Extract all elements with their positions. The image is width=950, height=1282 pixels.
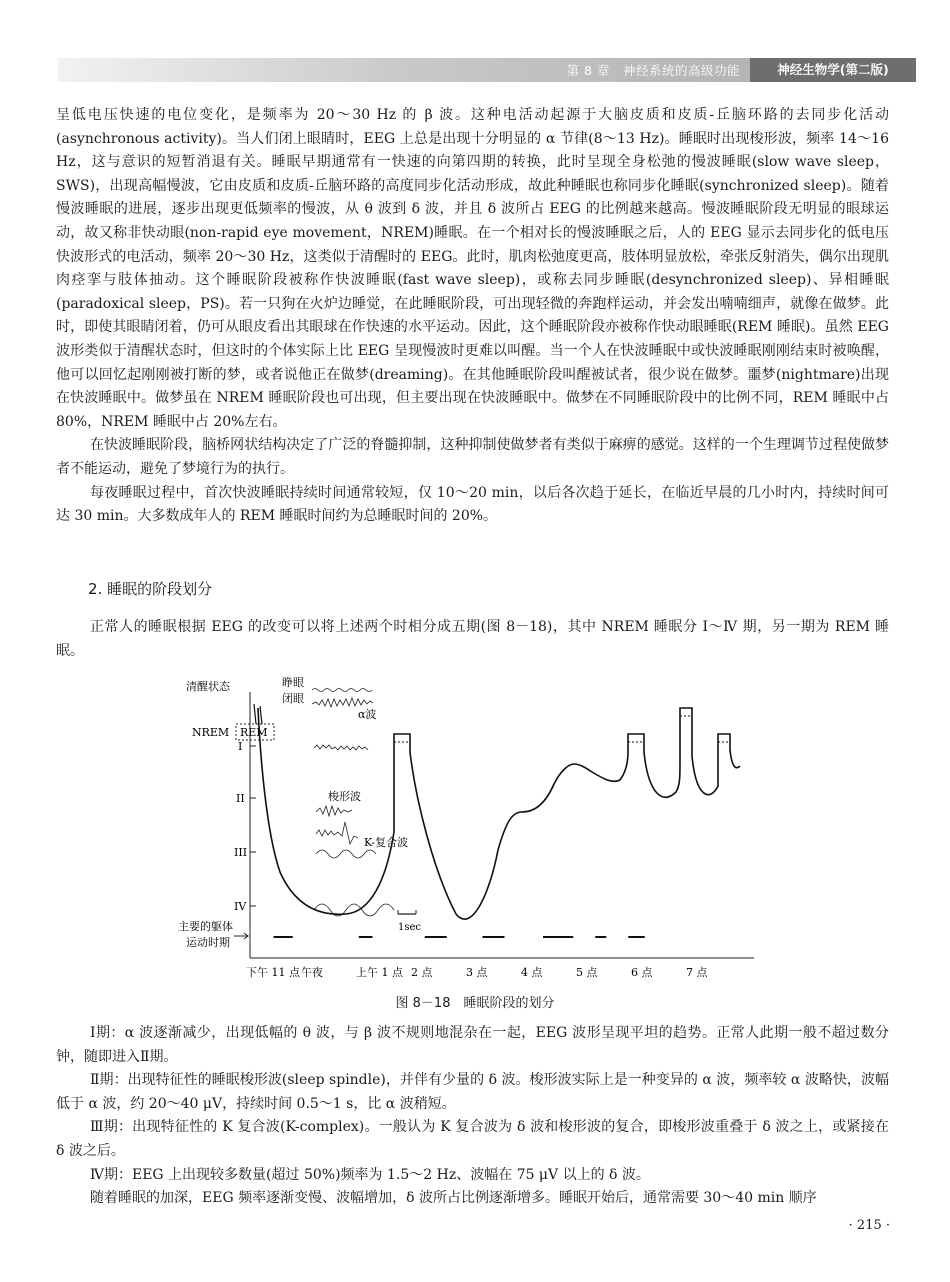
eeg-stage4-trace [314, 904, 394, 916]
label-spindle: 梭形波 [328, 790, 361, 803]
x-tick-label: 2 点 [411, 966, 433, 979]
figure-caption: 图 8－18 睡眠阶段的划分 [395, 996, 555, 1011]
x-tick-label: 下午 11 点 [246, 966, 300, 979]
body-text-intro [56, 616, 889, 663]
section-heading: 2. 睡眠的阶段划分 [88, 580, 213, 598]
eeg-eyes-open-trace [312, 689, 372, 692]
label-eyes-closed: 闭眼 [282, 692, 304, 705]
label-stage-1: I [238, 740, 243, 753]
label-stage-3: III [234, 846, 248, 859]
label-scale: 1sec [398, 922, 422, 933]
x-tick-label: 5 点 [576, 966, 598, 979]
paragraph-4: 正常人的睡眠根据 EEG 的改变可以将上述两个时相分成五期(图 8－18)，其中 NREM 睡眠分 Ⅰ～Ⅳ 期，另一期为 REM 睡眠。 [56, 619, 889, 659]
label-eyes-open: 睁眼 [282, 676, 304, 689]
x-tick-label: 上午 1 点 [356, 966, 403, 979]
label-movement-1: 主要的躯体 [178, 920, 233, 933]
header-chapter: 第 8 章 神经系统的高级功能 [566, 63, 740, 78]
x-tick-labels [246, 965, 708, 979]
stage-definition-1: Ⅰ期：α 波逐渐减少，出现低幅的 θ 波，与 β 波不规则地混杂在一起，EEG 波形呈现平坦的趋势。正常人此期一般不超过数分钟，随即进入Ⅱ期。 [56, 1025, 889, 1065]
eeg-k-complex-trace [316, 822, 358, 844]
x-tick-label: 6 点 [631, 966, 653, 979]
label-stage-4: IV [234, 900, 247, 913]
paragraph-1: 呈低电压快速的电位变化，是频率为 20～30 Hz 的 β 波。这种电活动起源于大脑皮质和皮质-丘脑环路的去同步化活动(asynchronous activity)。当人们闭上眼睛时，EEG 上总是出现十分明显的 α 节律(8～13 Hz)。睡眠时出现梭形波，频率 14～16 Hz，这与意识的短暂消退有关。睡眠早期通常有一快速的向第四期的转换，此时呈现全身松弛的慢波睡眠(slow wave sleep，SWS)，出现高幅慢波，它由皮质和皮质-丘脑环路的高度同步化活动形成，故此种睡眠也称同步化睡眠(synchronized sleep)。随着慢波睡眠的进展，逐步出现更低频率的慢波，从 θ 波到 δ 波，并且 δ 波所占 EEG 的比例越来越高。慢波睡眠阶段无明显的眼球运动，故又称非快动眼(non-rapid eye movement，NREM)睡眠。在一个相对长的慢波睡眠之后，人的 EEG 显示去同步化的低电压快波形式的电活动，频率 20～30 Hz，这类似于清醒时的 EEG。此时，肌肉松弛度更高，肢体明显放松，牵张反射消失，偶尔出现肌肉痉挛与肢体抽动。这个睡眠阶段被称作快波睡眠(fast wave sleep)，或称去同步睡眠(desynchronized sleep)、异相睡眠(paradoxical sleep，PS)。若一只狗在火炉边睡觉，在此睡眠阶段，可出现轻微的奔跑样运动，并会发出喃喃细声，就像在做梦。此时，即使其眼睛闭着，仍可从眼皮看出其眼球在作快速的水平运动。因此，这个睡眠阶段亦被称作快动眼睡眠(REM 睡眠)。虽然 EEG 波形类似于清醒状态时，但这时的个体实际上比 EEG 呈现慢波时更难以叫醒。当一个人在快波睡眠中或快波睡眠刚刚结束时被唤醒，他可以回忆起刚刚被打断的梦，或者说他正在做梦(dreaming)。在其他睡眠阶段叫醒被试者，很少说在做梦。噩梦(nightmare)出现在快波睡眠中。做梦虽在 NREM 睡眠阶段也可出现，但主要出现在快波睡眠中。做梦在不同睡眠阶段中的比例不同，REM 睡眠中占 80%，NREM 睡眠中占 20%左右。 [56, 107, 889, 430]
page-number: · 215 · [848, 1218, 890, 1233]
paragraph-3: 每夜睡眠过程中，首次快波睡眠持续时间通常较短，仅 10～20 min，以后各次趋于延长，在临近早晨的几小时内，持续时间可达 30 min。大多数成年人的 REM 睡眠时间约为总睡眠时间的 20%。 [56, 484, 889, 525]
label-nrem: NREM [192, 726, 230, 739]
stage-definition-2: Ⅱ期：出现特征性的睡眠梭形波(sleep spindle)，并伴有少量的 δ 波。梭形波实际上是一种变异的 α 波，频率较 α 波略快，波幅低于 α 波，约 20～40 μV，持续时间 0.5～1 s，比 α 波稍短。 [56, 1072, 889, 1112]
paragraph-5: 随着睡眠的加深，EEG 频率逐渐变慢、波幅增加，δ 波所占比例逐渐增多。睡眠开始后，通常需要 30～40 min 顺序 [90, 1190, 817, 1207]
stage-definition-3: Ⅲ期：出现特征性的 K 复合波(K-complex)。一般认为 K 复合波为 δ 波和梭形波的复合，即梭形波重叠于 δ 波之上，或紧接在 δ 波之后。 [56, 1119, 889, 1159]
eeg-spindle-trace [316, 806, 352, 816]
x-tick-label: 3 点 [466, 966, 488, 979]
body-text-top [56, 104, 889, 529]
sleep-stage-diagram [176, 672, 766, 982]
running-header [58, 58, 916, 82]
hypnogram-curve [258, 708, 740, 919]
x-tick-label: 4 点 [521, 966, 543, 979]
eeg-alpha-trace [312, 698, 373, 707]
label-alpha-wave: α波 [358, 708, 377, 721]
label-rem: REM [240, 726, 268, 739]
label-awake: 清醒状态 [186, 680, 230, 693]
stage-definition-4: Ⅳ期：EEG 上出现较多数量(超过 50%)频率为 1.5～2 Hz、波幅在 75 μV 以上的 δ 波。 [90, 1166, 650, 1183]
label-movement-2: 运动时期 [186, 936, 230, 949]
x-tick-label: 午夜 [301, 966, 323, 979]
eeg-stage1-trace [314, 745, 368, 750]
eeg-stage3-trace [316, 850, 376, 858]
label-k-complex: K-复合波 [364, 836, 409, 849]
header-book-title: 神经生物学(第二版) [750, 58, 916, 82]
paragraph-2: 在快波睡眠阶段，脑桥网状结构决定了广泛的脊髓抑制，这种抑制使做梦者有类似于麻痹的感觉。这样的一个生理调节过程使做梦者不能运动，避免了梦境行为的执行。 [56, 437, 889, 477]
label-stage-2: II [236, 792, 245, 805]
body-text-stages [56, 1022, 889, 1211]
x-tick-label: 7 点 [686, 966, 708, 979]
